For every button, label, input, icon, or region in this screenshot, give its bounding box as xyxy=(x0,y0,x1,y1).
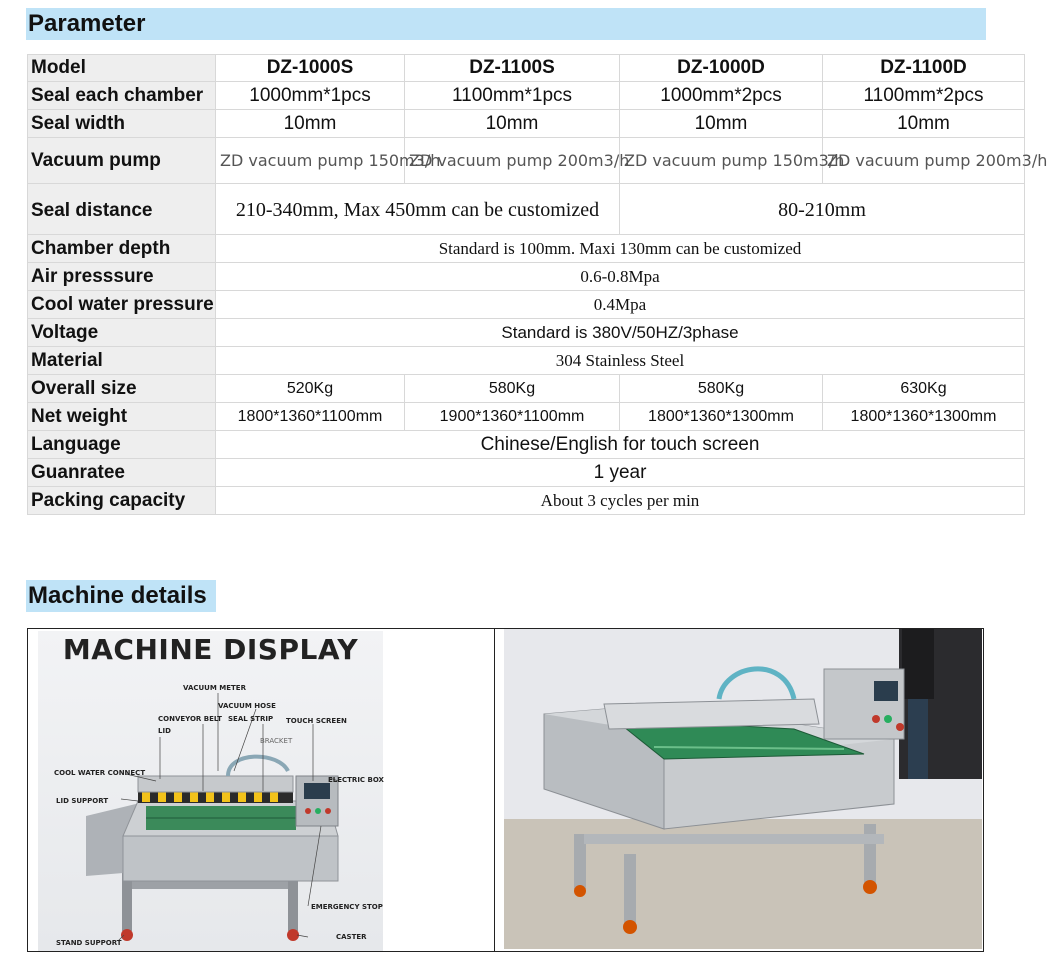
machine-display-diagram xyxy=(38,631,383,951)
row-label: Overall size xyxy=(28,375,216,403)
row-label: Language xyxy=(28,431,216,459)
table-cell: 0.4Mpa xyxy=(216,291,1025,319)
table-cell: 520Kg xyxy=(216,375,405,403)
row-label: Chamber depth xyxy=(28,235,216,263)
table-row xyxy=(28,431,1025,459)
row-label: Seal each chamber xyxy=(28,82,216,110)
table-row xyxy=(28,82,1025,110)
row-label: Material xyxy=(28,347,216,375)
table-cell: 580Kg xyxy=(405,375,620,403)
callout-caster: CASTER xyxy=(336,933,367,941)
table-row xyxy=(28,138,1025,184)
table-row xyxy=(28,459,1025,487)
table-row xyxy=(28,235,1025,263)
table-cell: 1000mm*2pcs xyxy=(620,82,823,110)
model-header: DZ-1100D xyxy=(823,55,1025,82)
row-label: Air presssure xyxy=(28,263,216,291)
table-cell: 10mm xyxy=(620,110,823,138)
callout-cool-water-connect: COOL WATER CONNECT xyxy=(54,769,146,777)
row-label: Guanratee xyxy=(28,459,216,487)
row-label: Vacuum pump xyxy=(28,138,216,184)
table-cell: 210-340mm, Max 450mm can be customized xyxy=(216,184,620,235)
callout-vacuum-hose: VACUUM HOSE xyxy=(218,702,276,710)
callout-seal-strip: SEAL STRIP xyxy=(228,715,274,723)
machine-details-section-title: Machine details xyxy=(26,580,216,612)
table-row xyxy=(28,403,1025,431)
model-header: DZ-1100S xyxy=(405,55,620,82)
table-cell: 1000mm*1pcs xyxy=(216,82,405,110)
table-cell: 10mm xyxy=(216,110,405,138)
table-row xyxy=(28,55,1025,82)
table-cell: 1100mm*2pcs xyxy=(823,82,1025,110)
table-cell: Standard is 100mm. Maxi 130mm can be customized xyxy=(216,235,1025,263)
callout-vacuum-meter: VACUUM METER xyxy=(183,684,246,692)
table-row xyxy=(28,110,1025,138)
callout-emergency-stop: EMERGENCY STOP xyxy=(311,903,383,911)
callout-lid-support: LID SUPPORT xyxy=(56,797,109,805)
diagram-title: MACHINE DISPLAY xyxy=(62,633,359,666)
table-cell: ZD vacuum pump 150m3/h xyxy=(216,138,405,184)
callout-bracket: BRACKET xyxy=(260,737,293,745)
table-cell: 80-210mm xyxy=(620,184,1025,235)
callout-conveyor-belt: CONVEYOR BELT xyxy=(158,715,222,723)
table-cell: About 3 cycles per min xyxy=(216,487,1025,515)
table-cell: 10mm xyxy=(823,110,1025,138)
table-cell: ZD vacuum pump 200m3/h xyxy=(405,138,620,184)
callout-lid: LID xyxy=(158,727,171,735)
parameter-table xyxy=(27,54,1047,515)
table-cell: 10mm xyxy=(405,110,620,138)
callout-touch-screen: TOUCH SCREEN xyxy=(286,717,347,725)
row-label: Net weight xyxy=(28,403,216,431)
table-row xyxy=(28,263,1025,291)
table-cell: 1900*1360*1100mm xyxy=(405,403,620,431)
row-label: Cool water pressure xyxy=(28,291,216,319)
table-cell: ZD vacuum pump 150m3/h xyxy=(620,138,823,184)
table-cell: 1800*1360*1300mm xyxy=(823,403,1025,431)
table-cell: ZD vacuum pump 200m3/h xyxy=(823,138,1025,184)
table-cell: 580Kg xyxy=(620,375,823,403)
callout-stand-support: STAND SUPPORT xyxy=(56,939,122,947)
row-label: Packing capacity xyxy=(28,487,216,515)
gallery-divider xyxy=(494,629,495,951)
table-cell: 1800*1360*1300mm xyxy=(620,403,823,431)
table-cell: 1800*1360*1100mm xyxy=(216,403,405,431)
model-header: DZ-1000S xyxy=(216,55,405,82)
table-row xyxy=(28,291,1025,319)
table-cell: 0.6-0.8Mpa xyxy=(216,263,1025,291)
machine-gallery xyxy=(27,628,984,952)
row-label: Seal width xyxy=(28,110,216,138)
table-row xyxy=(28,375,1025,403)
parameter-section-title: Parameter xyxy=(26,8,986,40)
machine-photo xyxy=(504,629,982,949)
table-cell: 1 year xyxy=(216,459,1025,487)
row-label: Seal distance xyxy=(28,184,216,235)
callout-electric-box: ELECTRIC BOX xyxy=(328,776,384,784)
table-row xyxy=(28,319,1025,347)
row-label: Voltage xyxy=(28,319,216,347)
table-cell: 304 Stainless Steel xyxy=(216,347,1025,375)
table-cell: Standard is 380V/50HZ/3phase xyxy=(216,319,1025,347)
table-cell: 630Kg xyxy=(823,375,1025,403)
table-cell: Chinese/English for touch screen xyxy=(216,431,1025,459)
model-header: DZ-1000D xyxy=(620,55,823,82)
row-label: Model xyxy=(28,55,216,82)
table-row xyxy=(28,487,1025,515)
table-row xyxy=(28,184,1025,235)
table-row xyxy=(28,347,1025,375)
table-cell: 1100mm*1pcs xyxy=(405,82,620,110)
